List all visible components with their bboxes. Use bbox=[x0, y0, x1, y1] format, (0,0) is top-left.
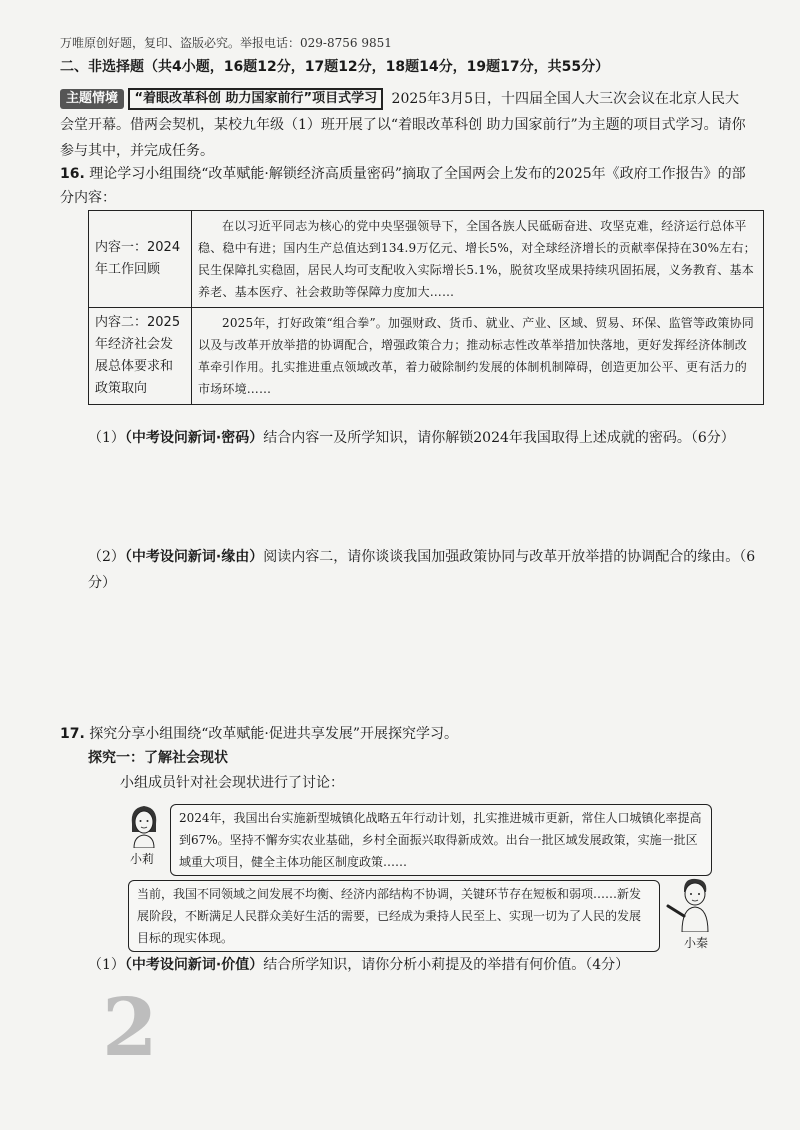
question-17-stem bbox=[60, 723, 458, 743]
speech-bubble-1: 2024年，我国出台实施新型城镇化战略五年行动计划，扎实推进城市更新，常住人口城镇化率提高到67%。坚持不懈夯实农业基础，乡村全面振兴取得新成效。出台一批区域发展政策，实施一批区域重大项目，健全主体功能区制度政策…… bbox=[170, 804, 712, 876]
sub-tag: （中考设问新词·缘由） bbox=[124, 549, 264, 565]
row-text: 2025年，打好政策“组合拳”。加强财政、货币、就业、产业、区域、贸易、环保、监管等政策协同以及与改革开放举措的协调配合，增强政策合力；推动标志性改革举措加快落地，更好发挥经济体制改革牵引作用。扎实推进重点领域改革，着力破除制约发展的体制机制障碍，创造更加公平、更有活力的市场环境…… bbox=[192, 308, 764, 405]
sub-number: （1） bbox=[88, 957, 125, 973]
table-row bbox=[89, 211, 764, 308]
sub-tag: （中考设问新词·价值） bbox=[124, 957, 264, 973]
table-row bbox=[89, 308, 764, 405]
sub-text: 阅读内容二，请你谈谈我国加强政策协同与改革开放举措的协调配合的缘由。（6分） bbox=[88, 549, 756, 591]
sub-tag: （中考设问新词·密码） bbox=[124, 430, 264, 446]
speaker-2-name: 小秦 bbox=[684, 936, 709, 950]
topic-tag: 主题情境 bbox=[60, 89, 124, 109]
explore-1-intro: 小组成员针对社会现状进行了讨论： bbox=[120, 775, 344, 791]
topic-intro bbox=[60, 86, 750, 164]
q16-sub1 bbox=[88, 425, 758, 451]
sub-number: （1） bbox=[88, 430, 125, 446]
question-number: 17. bbox=[60, 726, 85, 742]
question-text: 探究分享小组围绕“改革赋能·促进共享发展”开展探究学习。 bbox=[89, 726, 459, 742]
page-number: 2 bbox=[102, 980, 158, 1074]
q16-sub2 bbox=[88, 544, 758, 596]
question-16-stem bbox=[60, 162, 750, 210]
row-label: 内容一：2024年工作回顾 bbox=[89, 211, 192, 308]
sub-text: 结合内容一及所学知识，请你解锁2024年我国取得上述成就的密码。（6分） bbox=[263, 430, 735, 446]
row-text: 在以习近平同志为核心的党中央坚强领导下，全国各族人民砥砺奋进、攻坚克难，经济运行总体平稳、稳中有进；国内生产总值达到134.9万亿元、增长5%，对全球经济增长的贡献率保持在30%左右；民生保障扎实稳固，居民人均可支配收入实际增长5.1%，脱贫攻坚成果持续巩固拓展，义务教育、基本养老、基本医疗、社会救助等保障力度加大…… bbox=[192, 211, 764, 308]
header-note: 万唯原创好题，复印、盗版必究。举报电话：029-8756 9851 bbox=[60, 36, 392, 50]
sub-text: 结合所学知识，请你分析小莉提及的举措有何价值。（4分） bbox=[263, 957, 630, 973]
section-title: 二、非选择题（共4小题，16题12分，17题12分，18题14分，19题17分，共55分） bbox=[60, 59, 610, 75]
question-number: 16. bbox=[60, 166, 85, 182]
question-text: 理论学习小组围绕“改革赋能·解锁经济高质量密码”摘取了全国两会上发布的2025年《政府工作报告》的部分内容： bbox=[60, 166, 746, 206]
sub-number: （2） bbox=[88, 549, 125, 565]
explore-1-title: 探究一：了解社会现状 bbox=[88, 750, 228, 766]
topic-title: “着眼改革科创 助力国家前行”项目式学习 bbox=[128, 88, 383, 110]
topic-text: 2025年3月5日，十四届全国人大三次会议在北京人民大会堂开幕。借两会契机，某校九年级（1）班开展了以“着眼改革科创 助力国家前行”为主题的项目式学习。请你参与其中，并完成任务。 bbox=[60, 91, 746, 159]
q17-sub1 bbox=[88, 954, 629, 974]
speaker-1-name: 小莉 bbox=[130, 852, 155, 866]
row-label: 内容二：2025年经济社会发展总体要求和政策取向 bbox=[89, 308, 192, 405]
girl-avatar-icon bbox=[124, 802, 164, 848]
speech-bubble-2: 当前，我国不同领域之间发展不均衡、经济内部结构不协调，关键环节存在短板和弱项……新发展阶段，不断满足人民群众美好生活的需要，已经成为秉持人民至上、实现一切为了人民的发展目标的现实体现。 bbox=[128, 880, 660, 952]
content-table bbox=[88, 210, 764, 405]
boy-avatar-icon bbox=[662, 876, 722, 932]
